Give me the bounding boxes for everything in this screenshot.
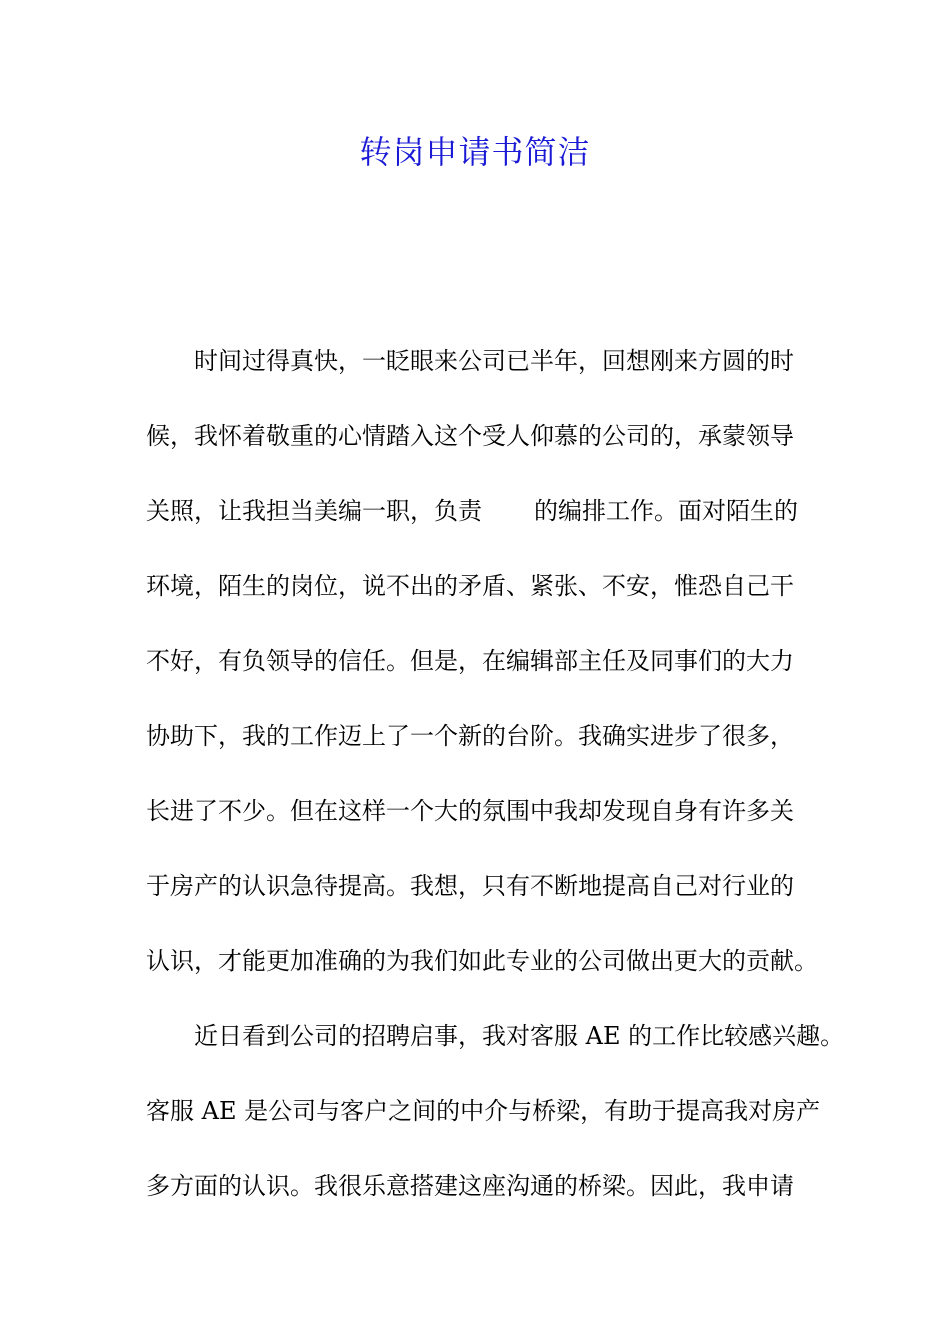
paragraph-2-line-2: 客服 AE 是公司与客户之间的中介与桥梁，有助于提高我对房产	[146, 1097, 821, 1125]
paragraph-1-line-8: 于房产的认识急待提高。我想，只有不断地提高自己对行业的	[146, 872, 794, 900]
paragraph-2-line-1: 近日看到公司的招聘启事，我对客服 AE 的工作比较感兴趣。	[194, 1022, 845, 1050]
paragraph-1-line-3	[146, 490, 816, 565]
document-title: 转岗申请书简洁	[359, 133, 591, 171]
paragraph-1-line-3-start: 关照，让我担当美编一职，负责	[146, 497, 482, 525]
paragraph-1-line-4: 环境，陌生的岗位，说不出的矛盾、紧张、不安，惟恐自己干	[146, 572, 794, 600]
paragraph-1-line-3-end: 的编排工作。面对陌生的	[534, 497, 798, 525]
paragraph-1-line-2: 候，我怀着敬重的心情踏入这个受人仰慕的公司的，承蒙领导	[146, 422, 794, 450]
paragraph-1-line-1: 时间过得真快，一眨眼来公司已半年，回想刚来方圆的时	[194, 347, 794, 375]
paragraph-1-line-9: 认识，才能更加准确的为我们如此专业的公司做出更大的贡献。	[146, 947, 818, 975]
paragraph-1-line-7: 长进了不少。但在这样一个大的氛围中我却发现自身有许多关	[146, 797, 794, 825]
paragraph-2-line-3: 多方面的认识。我很乐意搭建这座沟通的桥梁。因此，我申请	[146, 1172, 794, 1200]
document-body	[146, 340, 845, 1240]
paragraph-1-line-5: 不好，有负领导的信任。但是，在编辑部主任及同事们的大力	[146, 647, 794, 675]
paragraph-1-line-6: 协助下，我的工作迈上了一个新的台阶。我确实进步了很多，	[146, 722, 794, 750]
